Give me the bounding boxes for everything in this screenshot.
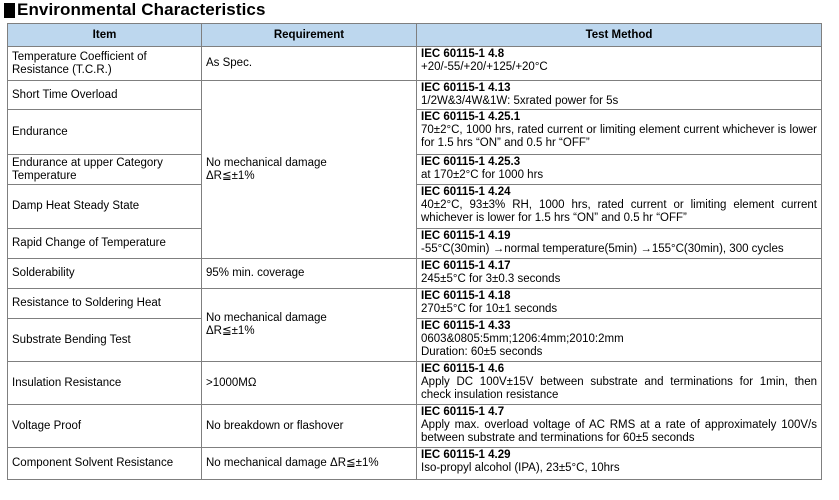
table-row <box>8 259 822 289</box>
method-text: Duration: 60±5 seconds <box>421 346 543 358</box>
item-cell: Component Solvent Resistance <box>8 448 202 480</box>
method-text: +20/-55/+20/+125/+20°C <box>421 61 548 73</box>
requirement-cell: No breakdown or flashover <box>202 405 417 448</box>
title-square-icon <box>4 3 15 18</box>
method-code: IEC 60115-1 4.25.1 <box>421 111 521 123</box>
requirement-cell: >1000MΩ <box>202 362 417 405</box>
table-row <box>8 448 822 480</box>
table-row <box>8 289 822 319</box>
method-text: 245±5°C for 3±0.3 seconds <box>421 273 561 285</box>
method-code: IEC 60115-1 4.8 <box>421 48 505 60</box>
method-code: IEC 60115-1 4.25.3 <box>421 156 521 168</box>
method-cell <box>417 47 822 81</box>
requirement-line: ΔR≦±1% <box>206 325 255 337</box>
table-row <box>8 405 822 448</box>
method-text: Apply DC 100V±15V between substrate and terminations for 1min, then check insulation resistance <box>421 376 817 401</box>
item-cell: Endurance at upper Category Temperature <box>8 155 202 185</box>
method-code: IEC 60115-1 4.6 <box>421 363 505 375</box>
method-cell <box>417 110 822 155</box>
item-cell: Solderability <box>8 259 202 289</box>
requirement-cell: No mechanical damage ΔR≦±1% <box>202 448 417 480</box>
requirement-cell: 95% min. coverage <box>202 259 417 289</box>
method-text: 1/2W&3/4W&1W: 5xrated power for 5s <box>421 95 619 107</box>
table-row <box>8 47 822 81</box>
requirement-group-cell <box>202 81 417 259</box>
method-text: 40±2°C, 93±3% RH, 1000 hrs, rated current or limiting element current whichever is lower for 1.5 hrs “ON” and 0.5 hr “OFF” <box>421 199 817 224</box>
requirement-cell: As Spec. <box>202 47 417 81</box>
method-code: IEC 60115-1 4.18 <box>421 290 511 302</box>
method-code: IEC 60115-1 4.7 <box>421 406 505 418</box>
method-text: Iso-propyl alcohol (IPA), 23±5°C, 10hrs <box>421 462 620 474</box>
method-text: -55°C(30min) →normal temperature(5min) →155°C(30min), 300 cycles <box>421 243 784 255</box>
method-code: IEC 60115-1 4.17 <box>421 260 511 272</box>
method-cell <box>417 289 822 319</box>
header-item: Item <box>8 24 202 47</box>
item-cell: Short Time Overload <box>8 81 202 110</box>
method-cell <box>417 81 822 110</box>
method-code: IEC 60115-1 4.24 <box>421 186 511 198</box>
method-cell <box>417 229 822 259</box>
title-text: Environmental Characteristics <box>17 0 266 19</box>
method-cell <box>417 319 822 362</box>
method-cell <box>417 448 822 480</box>
method-code: IEC 60115-1 4.29 <box>421 449 511 461</box>
method-code: IEC 60115-1 4.13 <box>421 82 511 94</box>
item-cell: Voltage Proof <box>8 405 202 448</box>
item-cell: Resistance to Soldering Heat <box>8 289 202 319</box>
item-cell: Rapid Change of Temperature <box>8 229 202 259</box>
item-cell: Substrate Bending Test <box>8 319 202 362</box>
item-cell: Insulation Resistance <box>8 362 202 405</box>
item-cell: Damp Heat Steady State <box>8 185 202 229</box>
method-text: Apply max. overload voltage of AC RMS at a rate of approximately 100V/s between substrate and terminations for 60±5 seconds <box>421 419 817 444</box>
method-text: 0603&0805:5mm;1206:4mm;2010:2mm <box>421 333 624 345</box>
requirement-group-cell <box>202 289 417 362</box>
method-code: IEC 60115-1 4.33 <box>421 320 511 332</box>
requirement-line: No mechanical damage <box>206 312 327 324</box>
item-cell: Temperature Coefficient of Resistance (T.C.R.) <box>8 47 202 81</box>
page-title <box>4 0 266 20</box>
method-text: 70±2°C, 1000 hrs, rated current or limiting element current whichever is lower for 1.5 hrs “ON” and 0.5 hr “OFF” <box>421 124 817 149</box>
item-cell: Endurance <box>8 110 202 155</box>
method-cell <box>417 155 822 185</box>
method-text: 270±5°C for 10±1 seconds <box>421 303 558 315</box>
header-test-method: Test Method <box>417 24 822 47</box>
environmental-table <box>7 23 822 480</box>
method-text: at 170±2°C for 1000 hrs <box>421 169 544 181</box>
requirement-line: No mechanical damage <box>206 156 327 169</box>
header-requirement: Requirement <box>202 24 417 47</box>
table-row <box>8 362 822 405</box>
method-code: IEC 60115-1 4.19 <box>421 230 511 242</box>
header-row <box>8 24 822 47</box>
requirement-line: ΔR≦±1% <box>206 169 255 182</box>
table-row <box>8 81 822 110</box>
method-cell <box>417 259 822 289</box>
method-cell <box>417 405 822 448</box>
method-cell <box>417 362 822 405</box>
method-cell <box>417 185 822 229</box>
